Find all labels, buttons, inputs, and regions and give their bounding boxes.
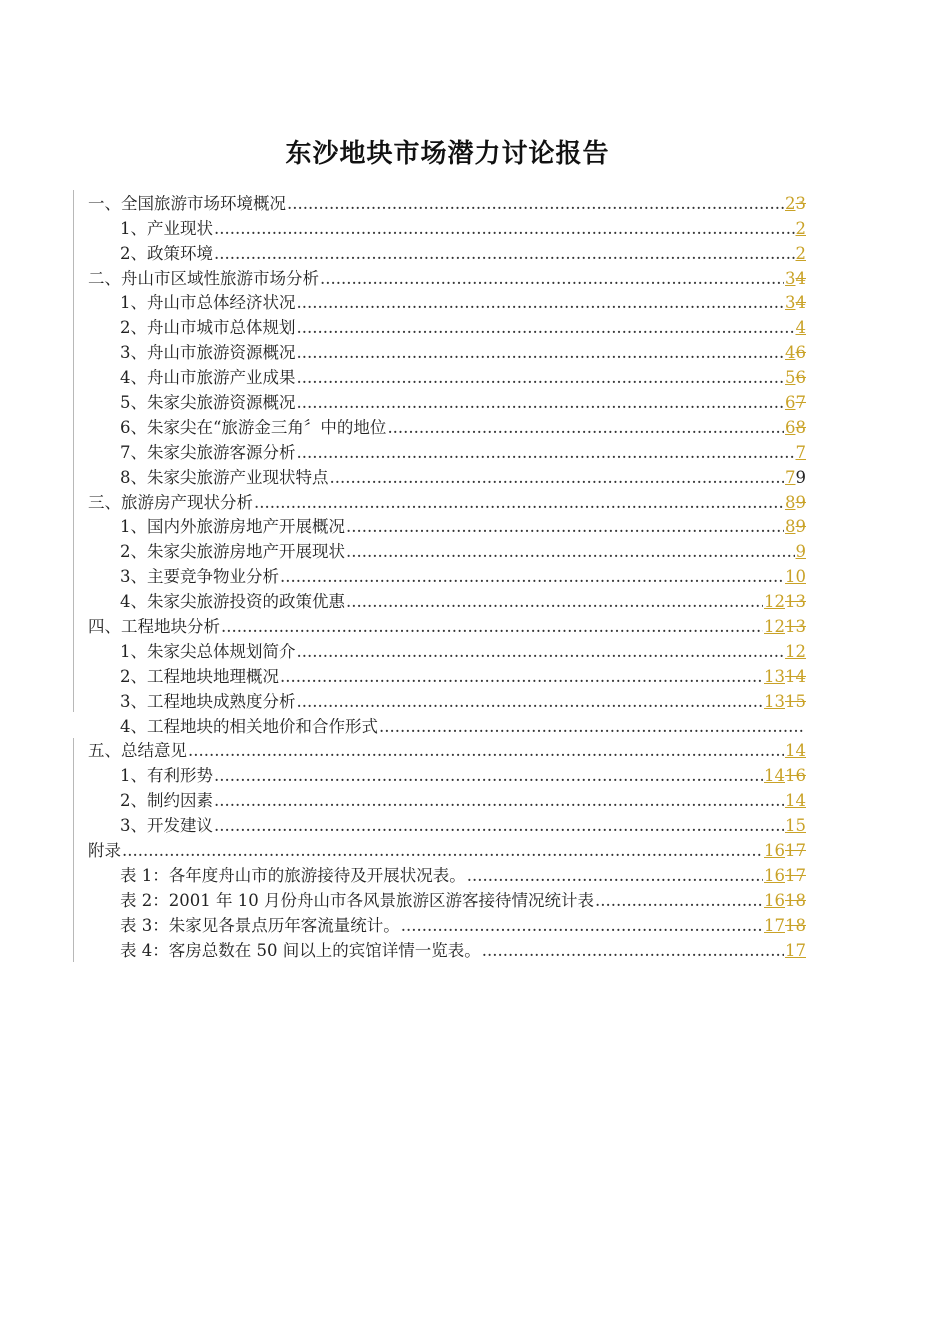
dot-leader [297, 691, 764, 713]
toc-entry-label: 3、主要竞争物业分析 [120, 567, 279, 587]
page-number-deleted: 8 [795, 417, 806, 437]
page-number-deleted: 4 [795, 268, 806, 288]
dot-leader [297, 367, 785, 389]
toc-entry-label: 二、舟山市区域性旅游市场分析 [88, 268, 319, 288]
dot-leader [346, 516, 784, 538]
page-number-deleted: 13 [785, 592, 806, 612]
toc-entry[interactable] [88, 937, 806, 962]
page-number[interactable] [785, 492, 806, 514]
toc-entry-label: 4、朱家尖旅游投资的政策优惠 [120, 592, 345, 612]
dot-leader [221, 616, 763, 638]
page-number-inserted: 13 [764, 666, 785, 686]
toc-entry-label: 2、政策环境 [120, 243, 213, 263]
toc-entry[interactable] [88, 588, 806, 613]
page-number[interactable] [785, 342, 806, 364]
page-number[interactable] [764, 865, 806, 887]
dot-leader [297, 641, 785, 663]
toc-entry[interactable] [88, 190, 806, 215]
dot-leader [379, 716, 805, 738]
toc-entry[interactable] [88, 514, 806, 539]
page-number-inserted: 7 [795, 442, 806, 462]
page-number[interactable] [796, 218, 807, 240]
page-number-inserted: 15 [785, 816, 806, 836]
toc-entry[interactable] [88, 439, 806, 464]
toc-entry-label: 3、工程地块成熟度分析 [120, 691, 296, 711]
toc-entry[interactable] [88, 414, 806, 439]
dot-leader [297, 392, 785, 414]
page-number[interactable] [764, 840, 806, 862]
page-number-deleted: 3 [795, 193, 806, 213]
toc-entry-label: 1、朱家尖总体规划简介 [120, 641, 296, 661]
page-number-deleted: 9 [795, 517, 806, 537]
dot-leader [214, 243, 795, 265]
page-number-inserted: 12 [764, 617, 785, 637]
dot-leader [214, 790, 784, 812]
page-number-inserted: 14 [785, 791, 806, 811]
page-number[interactable] [785, 268, 806, 290]
page-number[interactable] [785, 815, 806, 837]
page-number-inserted: 13 [764, 691, 785, 711]
page-number-deleted: 9 [795, 492, 806, 512]
page-number-inserted: 4 [785, 343, 796, 363]
toc-entry[interactable] [88, 265, 806, 290]
toc-entry[interactable] [88, 912, 806, 937]
page-number-deleted: 7 [795, 393, 806, 413]
page-number-deleted: 18 [785, 890, 806, 910]
toc-entry-label: 四、工程地块分析 [88, 617, 220, 637]
dot-leader [214, 815, 784, 837]
toc-entry[interactable] [88, 489, 806, 514]
dot-leader [214, 765, 763, 787]
dot-leader [482, 940, 784, 962]
page-number-inserted: 6 [785, 417, 796, 437]
page-number-inserted: 16 [764, 865, 785, 885]
page-number[interactable] [764, 591, 806, 613]
page-number-deleted: 6 [795, 343, 806, 363]
page-number[interactable] [796, 317, 807, 339]
toc-entry-label: 1、国内外旅游房地产开展概况 [120, 517, 345, 537]
toc-entry[interactable] [88, 762, 806, 787]
page-number[interactable] [785, 566, 806, 588]
toc-entry[interactable] [88, 887, 806, 912]
toc-entry[interactable] [88, 215, 806, 240]
page-number[interactable] [764, 616, 806, 638]
toc-entry-label: 表 4：客房总数在 50 间以上的宾馆详情一览表。 [120, 940, 481, 960]
dot-leader [214, 218, 795, 240]
toc-entry-label: 5、朱家尖旅游资源概况 [120, 393, 296, 413]
dot-leader [297, 442, 795, 464]
toc-entry-label: 一、全国旅游市场环境概况 [88, 193, 286, 213]
toc-entry-label: 8、朱家尖旅游产业现状特点 [120, 467, 329, 487]
document-title: 东沙地块市场潜力讨论报告 [285, 139, 610, 169]
page-number-inserted: 8 [785, 492, 796, 512]
toc-entry[interactable] [88, 862, 806, 887]
toc-entry-label: 1、舟山市总体经济状况 [120, 293, 296, 313]
toc-entry-label: 2、制约因素 [120, 791, 213, 811]
page-number-inserted: 3 [785, 293, 796, 313]
page-number-inserted: 16 [764, 841, 785, 861]
toc-entry-label: 4、工程地块的相关地价和合作形式 [120, 716, 378, 736]
toc-entry[interactable] [88, 538, 806, 563]
page-number-inserted: 7 [785, 467, 796, 487]
toc-entry-label: 4、舟山市旅游产业成果 [120, 368, 296, 388]
page-number-deleted: 17 [785, 841, 806, 861]
toc-entry-label: 2、朱家尖旅游房地产开展现状 [120, 542, 345, 562]
dot-leader [320, 268, 784, 290]
dot-leader [387, 417, 784, 439]
toc-entry-label: 表 2：2001 年 10 月份舟山市各风景旅游区游客接待情况统计表 [120, 890, 594, 910]
toc-entry-label: 3、舟山市旅游资源概况 [120, 343, 296, 363]
dot-leader [287, 193, 784, 215]
dot-leader [401, 915, 763, 937]
page-number-inserted: 14 [764, 766, 785, 786]
toc-entry[interactable] [88, 638, 806, 663]
page-number[interactable] [785, 641, 806, 663]
toc-entry[interactable] [88, 663, 806, 688]
page-number-inserted: 9 [795, 542, 806, 562]
dot-leader [330, 467, 785, 489]
toc-entry-label: 附录 [88, 841, 121, 861]
page-number-inserted: 2 [795, 218, 806, 238]
toc-entry-label: 三、旅游房产现状分析 [88, 492, 253, 512]
toc-entry-label: 表 3：朱家见各景点历年客流量统计。 [120, 915, 400, 935]
dot-leader [297, 292, 785, 314]
dot-leader [297, 317, 795, 339]
dot-leader [297, 342, 785, 364]
page-number-deleted: 14 [785, 666, 806, 686]
toc-entry-label: 2、舟山市城市总体规划 [120, 318, 296, 338]
toc-entry-label: 1、产业现状 [120, 218, 213, 238]
dot-leader [467, 865, 763, 887]
page-number-tail: 9 [795, 467, 806, 487]
page-number-inserted: 10 [785, 567, 806, 587]
page-number[interactable] [764, 691, 806, 713]
page-number[interactable] [785, 193, 806, 215]
page-number-inserted: 5 [785, 368, 796, 388]
toc-entry[interactable] [88, 314, 806, 339]
page-number-deleted: 17 [785, 865, 806, 885]
page-number-deleted: 18 [785, 915, 806, 935]
page-number-deleted: 16 [785, 766, 806, 786]
page-number[interactable] [764, 765, 806, 787]
page-number-inserted: 14 [785, 741, 806, 761]
toc-entry[interactable] [88, 837, 806, 862]
toc-entry[interactable] [88, 613, 806, 638]
page-number-inserted: 17 [764, 915, 785, 935]
table-of-contents [88, 190, 806, 962]
page-number-deleted: 6 [795, 368, 806, 388]
page-number-inserted: 8 [785, 517, 796, 537]
page-number[interactable] [785, 790, 806, 812]
page-number[interactable] [785, 516, 806, 538]
page-number[interactable] [764, 890, 806, 912]
dot-leader [346, 591, 763, 613]
toc-entry[interactable] [88, 688, 806, 713]
page-number[interactable] [764, 915, 806, 937]
page-number[interactable] [785, 417, 806, 439]
toc-entry-label: 1、有利形势 [120, 766, 213, 786]
dot-leader [280, 566, 784, 588]
page-number[interactable] [785, 467, 806, 489]
toc-entry-label: 2、工程地块地理概况 [120, 666, 279, 686]
page-number-deleted: 15 [785, 691, 806, 711]
page-number-inserted: 12 [764, 592, 785, 612]
dot-leader [188, 740, 784, 762]
page-number-inserted: 2 [795, 243, 806, 263]
page-number[interactable] [796, 541, 807, 563]
toc-entry-label: 7、朱家尖旅游客源分析 [120, 442, 296, 462]
page-number[interactable] [785, 292, 806, 314]
change-bar [73, 738, 74, 962]
toc-entry-label: 6、朱家尖在“旅游金三角〞中的地位 [120, 417, 387, 437]
page-number[interactable] [785, 392, 806, 414]
page-number-inserted: 4 [795, 318, 806, 338]
page-number[interactable] [764, 666, 806, 688]
toc-entry[interactable] [88, 713, 806, 738]
toc-entry[interactable] [88, 464, 806, 489]
toc-entry[interactable] [88, 240, 806, 265]
toc-entry[interactable] [88, 787, 806, 812]
page-number-inserted: 17 [785, 940, 806, 960]
toc-entry-label: 五、总结意见 [88, 741, 187, 761]
page-number-inserted: 3 [785, 268, 796, 288]
toc-entry-label: 3、开发建议 [120, 816, 213, 836]
page-number-inserted: 12 [785, 641, 806, 661]
toc-entry[interactable] [88, 389, 806, 414]
dot-leader [122, 840, 763, 862]
toc-entry[interactable] [88, 563, 806, 588]
toc-entry-label: 表 1：各年度舟山市的旅游接待及开展状况表。 [120, 865, 466, 885]
toc-entry[interactable] [88, 812, 806, 837]
dot-leader [254, 492, 784, 514]
change-bar [73, 190, 74, 712]
dot-leader [346, 541, 795, 563]
page-number[interactable] [785, 940, 806, 962]
page-number[interactable] [785, 367, 806, 389]
dot-leader [595, 890, 763, 912]
page-number-inserted: 6 [785, 393, 796, 413]
toc-entry[interactable] [88, 364, 806, 389]
page-number-inserted: 2 [785, 193, 796, 213]
page-number-deleted: 4 [795, 293, 806, 313]
page-number-deleted: 13 [785, 617, 806, 637]
toc-entry[interactable] [88, 290, 806, 315]
page-number[interactable] [796, 243, 807, 265]
page-number[interactable] [785, 740, 806, 762]
page-number[interactable] [796, 442, 807, 464]
toc-entry[interactable] [88, 339, 806, 364]
toc-entry[interactable] [88, 738, 806, 763]
page-number-inserted: 16 [764, 890, 785, 910]
dot-leader [280, 666, 763, 688]
